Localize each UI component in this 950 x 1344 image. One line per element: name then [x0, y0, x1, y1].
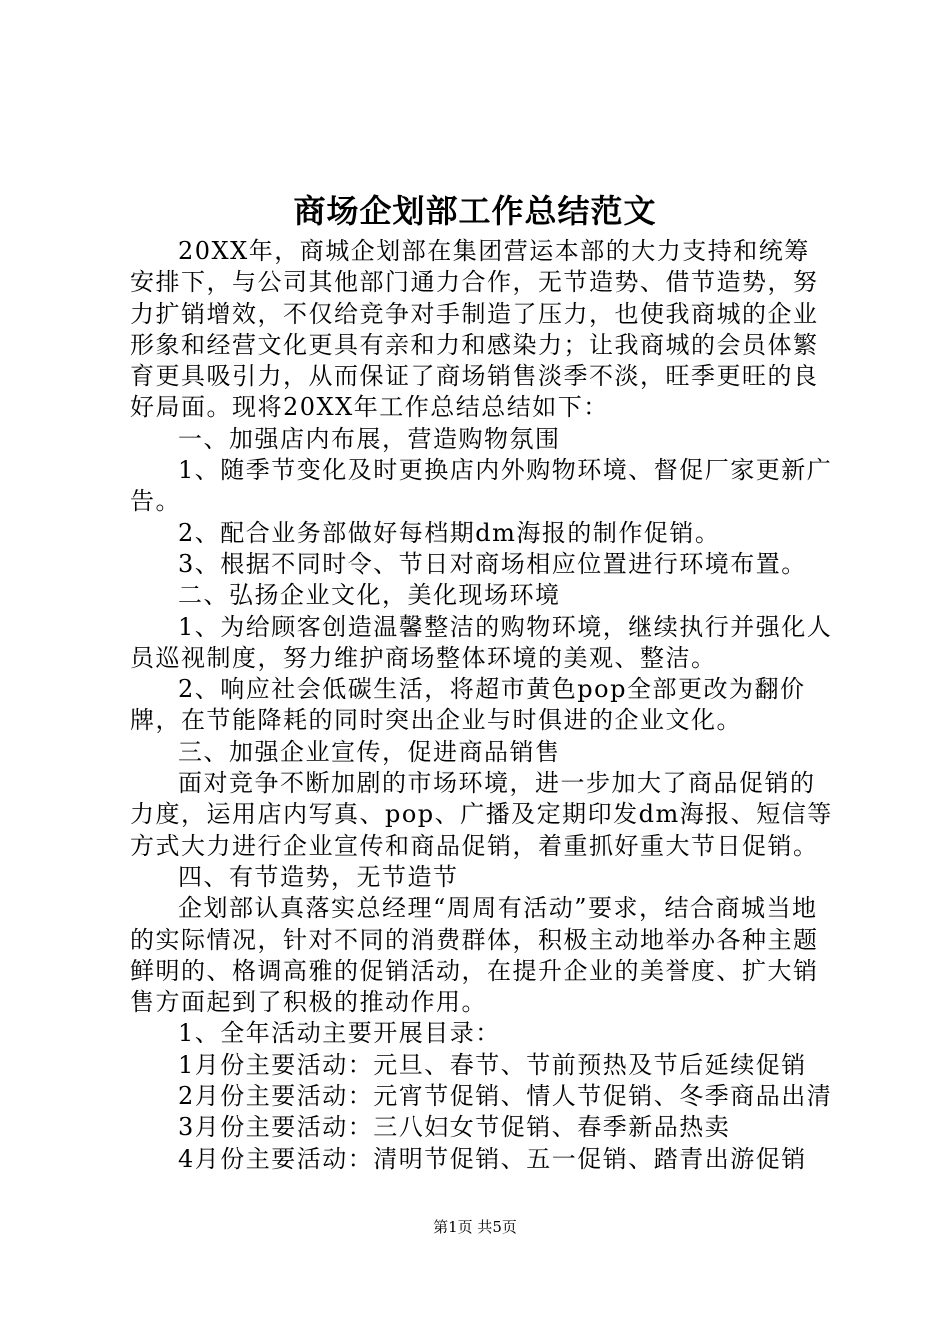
section-heading-4: 四、有节造势，无节造节 [178, 862, 459, 891]
activity-item: 3月份主要活动：三八妇女节促销、春季新品热卖 [178, 1113, 731, 1142]
list-item: 2、配合业务部做好每档期dm海报的制作促销。 [178, 518, 721, 547]
paragraph: 企划部认真落实总经理“周周有活动”要求，结合商城当地的实际情况，针对不同的消费群体，积极主动地举办各种主题鲜明的、格调高雅的促销活动，在提升企业的美誉度、扩大销售方面起到了积极的推动作用。 [130, 894, 819, 1017]
list-item: 1、随季节变化及时更换店内外购物环境、督促厂家更新广告。 [130, 456, 833, 516]
section-heading-3: 三、加强企业宣传，促进商品销售 [178, 737, 561, 766]
section-heading-1: 一、加强店内布展，营造购物氛围 [178, 424, 561, 453]
document-title: 商场企划部工作总结范文 [293, 192, 657, 230]
activity-item: 4月份主要活动：清明节促销、五一促销、踏青出游促销 [178, 1144, 807, 1173]
activity-item: 1月份主要活动：元旦、春节、节前预热及节后延续促销 [178, 1050, 807, 1079]
document-body [130, 236, 834, 1175]
page-footer: 第1页 共5页 [433, 1218, 517, 1236]
list-item: 1、全年活动主要开展目录： [178, 1019, 501, 1048]
list-item: 1、为给顾客创造温馨整洁的购物环境，继续执行并强化人员巡视制度，努力维护商场整体环境的美观、整洁。 [130, 612, 833, 672]
list-item: 3、根据不同时令、节日对商场相应位置进行环境布置。 [178, 549, 807, 578]
list-item: 2、响应社会低碳生活，将超市黄色pop全部更改为翻价牌，在节能降耗的同时突出企业与时俱进的企业文化。 [130, 675, 806, 735]
paragraph: 面对竞争不断加剧的市场环境，进一步加大了商品促销的力度，运用店内写真、pop、广播及定期印发dm海报、短信等方式大力进行企业宣传和商品促销，着重抓好重大节日促销。 [130, 769, 833, 860]
section-heading-2: 二、弘扬企业文化，美化现场环境 [178, 581, 561, 610]
activity-item: 2月份主要活动：元宵节促销、情人节促销、冬季商品出清 [178, 1082, 833, 1111]
paragraph-intro: 20XX年，商城企划部在集团营运本部的大力支持和统筹安排下，与公司其他部门通力合作，无节造势、借节造势，努力扩销增效，不仅给竞争对手制造了压力，也使我商城的企业形象和经营文化更具有亲和力和感染力；让我商城的会员体繁育更具吸引力，从而保证了商场销售淡季不淡，旺季更旺的良好局面。现将20XX年工作总结总结如下： [130, 237, 819, 422]
